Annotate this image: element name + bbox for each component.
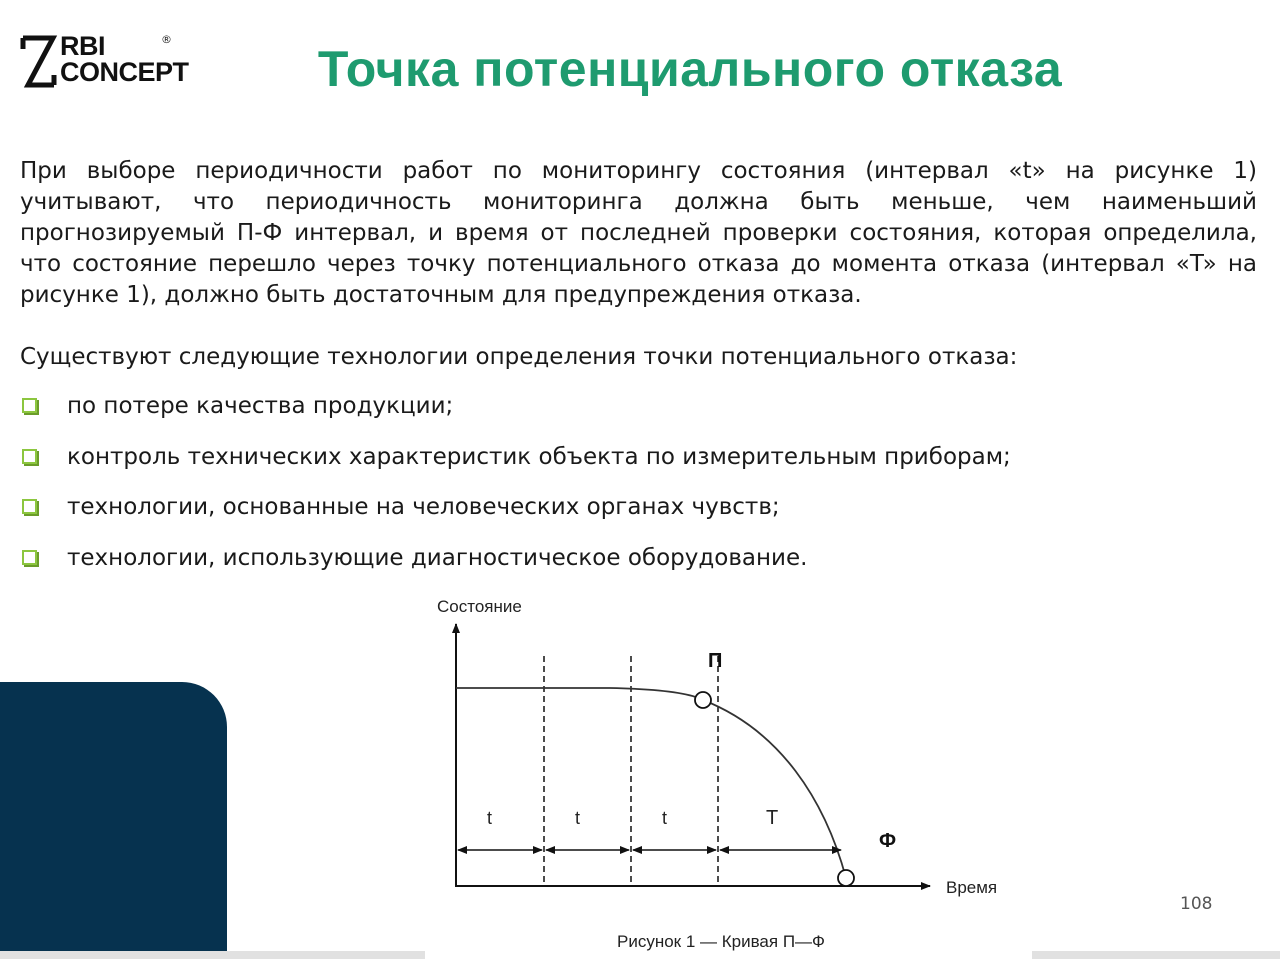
logo-line-1: RBI (60, 31, 105, 61)
point-f-marker (838, 870, 854, 886)
x-axis-label: Время (946, 878, 998, 897)
list-item (20, 442, 1011, 493)
logo-line-2: CONCEPT (60, 57, 189, 87)
page-title: Точка потенциального отказа (317, 41, 1063, 97)
technologies-heading: Существуют следующие технологии определения точки потенциального отказа: (20, 344, 1018, 370)
point-f-label: Ф (879, 830, 897, 852)
interval-label: t (662, 808, 668, 828)
point-p-label: П (708, 650, 723, 672)
list-item-text: по потере качества продукции; (67, 393, 454, 419)
intro-paragraph: При выборе периодичности работ по мониторингу состояния (интервал «t» на рисунке 1) учитывают, что периодичность мониторинга должна быть меньше, чем наименьший прогнозируемый П-Ф интервал, и время от последней проверки состояния, которая определила, что состояние перешло через точку потенциального отказа до момента отказа (интервал «T» на рисунке 1), должно быть достаточным для предупреждения отказа. (20, 158, 1257, 308)
list-item (20, 492, 1011, 543)
interval-label: t (487, 808, 493, 828)
interval-label: t (575, 808, 581, 828)
checkbox-bullet-icon (22, 499, 37, 514)
list-item (20, 391, 1011, 442)
y-axis-label: Состояние (437, 597, 522, 616)
decorative-corner-block (0, 682, 227, 952)
registered-mark: ® (161, 33, 172, 46)
list-item-text: контроль технических характеристик объекта по измерительным приборам; (67, 443, 1011, 470)
pf-curve-diagram (420, 590, 1020, 959)
page-number: 108 (1180, 894, 1213, 914)
list-item-text: технологии, использующие диагностическое оборудование. (67, 544, 808, 571)
point-p-marker (695, 692, 711, 708)
checkbox-bullet-icon (22, 398, 37, 413)
figure-caption: Рисунок 1 — Кривая П—Ф (617, 932, 825, 951)
bottom-strip-right (1032, 951, 1280, 959)
checkbox-bullet-icon (22, 449, 37, 464)
technologies-list (20, 391, 1011, 593)
checkbox-bullet-icon (22, 550, 37, 565)
pf-curve-figure (420, 590, 1020, 959)
list-item (20, 543, 1011, 594)
interval-label: T (766, 807, 779, 829)
bottom-strip-left (0, 951, 425, 959)
list-item-text: технологии, основанные на человеческих органах чувств; (67, 494, 780, 520)
